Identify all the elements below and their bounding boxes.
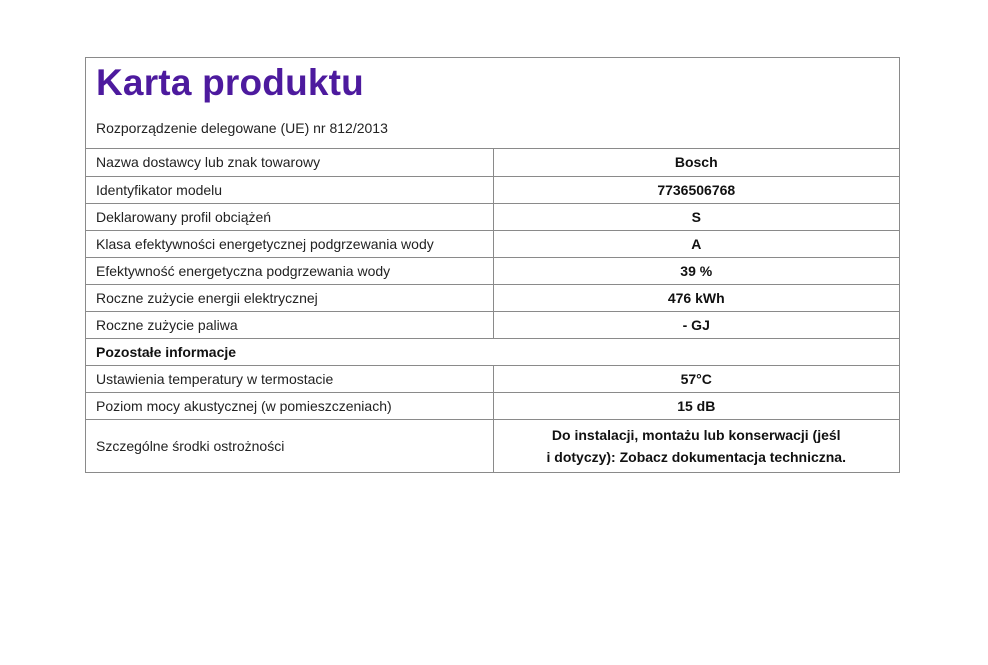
row-value: 476 kWh [493,284,899,311]
row-label: Klasa efektywności energetycznej podgrzewania wody [86,230,493,257]
section-heading-row [86,338,899,365]
row-value: 7736506768 [493,176,899,203]
value-line: Do instalacji, montażu lub konserwacji (jeśl [551,426,841,443]
row-label: Szczególne środki ostrożności [86,419,493,472]
card-header [86,58,899,149]
regulation-text: Rozporządzenie delegowane (UE) nr 812/2013 [96,120,388,136]
row-value: - GJ [493,311,899,338]
table-row [86,257,899,284]
card-title: Karta produktu [96,62,364,103]
row-value: 57°C [493,365,899,392]
section-heading: Pozostałe informacje [86,338,899,365]
row-label: Identyfikator modelu [86,176,493,203]
row-label: Efektywność energetyczna podgrzewania wody [86,257,493,284]
row-label: Ustawienia temperatury w termostacie [86,365,493,392]
table-row [86,419,899,472]
table-row [86,149,899,176]
row-value: 15 dB [493,392,899,419]
row-label: Deklarowany profil obciążeń [86,203,493,230]
row-label: Poziom mocy akustycznej (w pomieszczeniach) [86,392,493,419]
value-line: i dotyczy): Zobacz dokumentacja techniczna. [546,448,846,465]
row-value: 39 % [493,257,899,284]
row-label: Roczne zużycie paliwa [86,311,493,338]
row-label: Nazwa dostawcy lub znak towarowy [86,149,493,176]
table-row [86,284,899,311]
product-info-table [86,149,899,472]
table-row [86,230,899,257]
table-row [86,203,899,230]
table-row [86,311,899,338]
row-value: S [493,203,899,230]
row-value: A [493,230,899,257]
table-row [86,392,899,419]
table-row [86,176,899,203]
row-value-multiline [493,419,899,472]
row-value: Bosch [674,154,718,171]
row-label: Roczne zużycie energii elektrycznej [86,284,493,311]
table-row [86,365,899,392]
product-card [85,57,900,473]
